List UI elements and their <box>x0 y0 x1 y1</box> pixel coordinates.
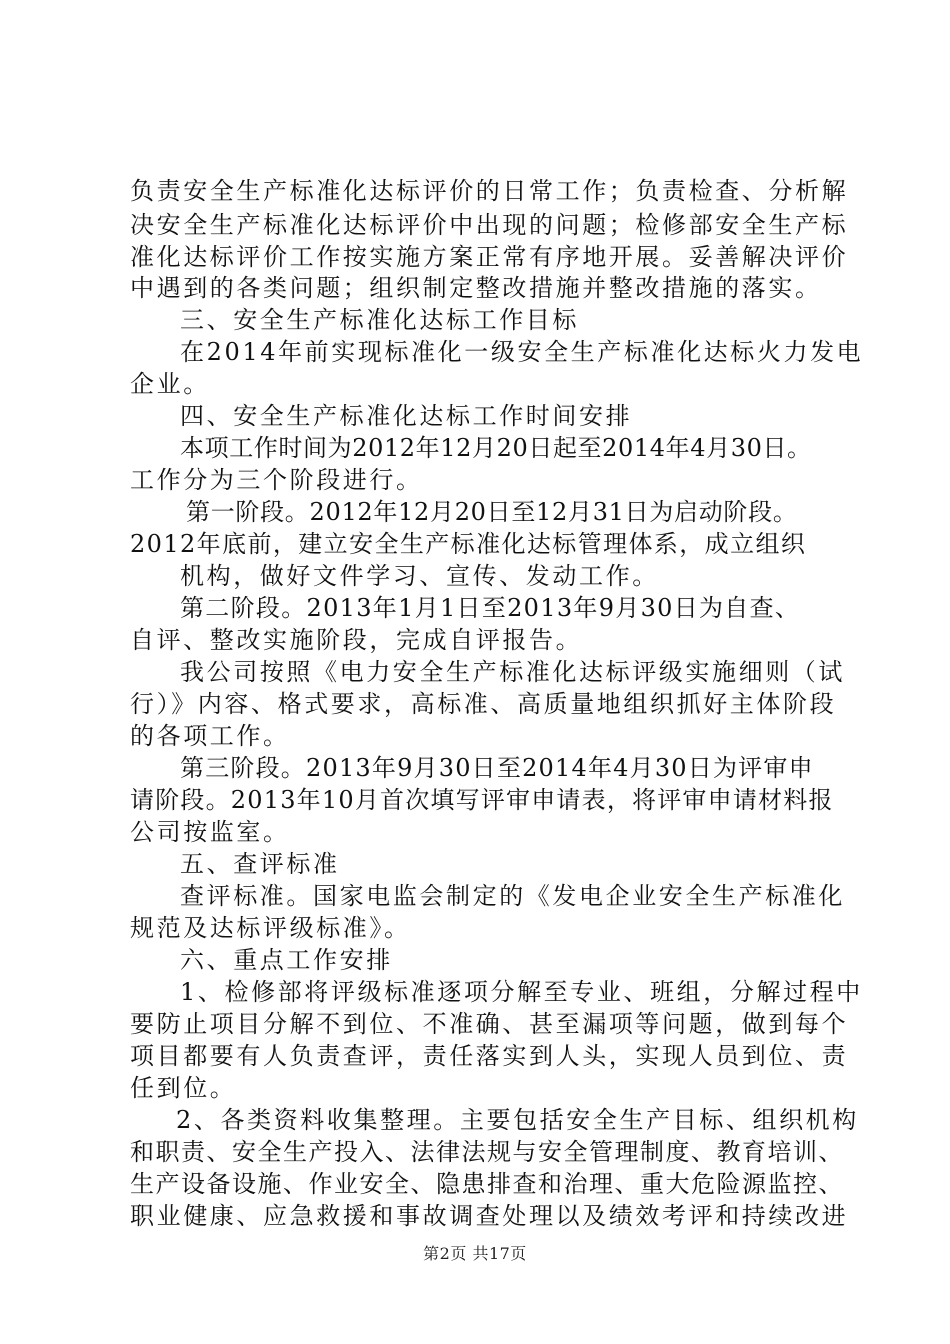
text-line: 生产设备设施、作业安全、隐患排查和治理、重大危险源监控、 <box>130 1170 844 1198</box>
text-line: 中遇到的各类问题；组织制定整改措施并整改措施的落实。 <box>130 274 822 302</box>
page-footer: 第2页 共17页 <box>423 1244 527 1263</box>
section-heading: 五、查评标准 <box>180 850 340 878</box>
text-line: 工作分为三个阶段进行。 <box>130 466 423 494</box>
text-line: 和职责、安全生产投入、法律法规与安全管理制度、教育培训、 <box>130 1138 844 1166</box>
text-line: 负责安全生产标准化达标评价的日常工作；负责检查、分析解 <box>130 177 849 205</box>
text-line: 公司按监室。 <box>130 818 290 846</box>
text-line: 的各项工作。 <box>130 722 290 750</box>
text-line: 规范及达标评级标准》。 <box>130 914 411 942</box>
text-line: 决安全生产标准化达标评价中出现的问题；检修部安全生产标 <box>130 211 849 239</box>
text-line: 企业。 <box>130 370 210 398</box>
text-line: 任到位。 <box>130 1074 237 1102</box>
text-line: 职业健康、应急救援和事故调查处理以及绩效考评和持续改进 <box>130 1202 849 1230</box>
text-line: 准化达标评价工作按实施方案正常有序地开展。妥善解决评价 <box>130 243 849 271</box>
text-line: 项目都要有人负责查评，责任落实到人头，实现人员到位、责 <box>130 1042 849 1070</box>
text-line: 查评标准。国家电监会制定的《发电企业安全生产标准化 <box>180 882 845 910</box>
text-line: 我公司按照《电力安全生产标准化达标评级实施细则（试 <box>180 658 845 686</box>
text-line: 请阶段。2013年10月首次填写评审申请表，将评审申请材料报 <box>130 786 834 814</box>
text-line: 第一阶段。2012年12月20日至12月31日为启动阶段。 <box>186 498 798 526</box>
text-line: 在2014年前实现标准化一级安全生产标准化达标火力发电 <box>180 338 864 366</box>
section-heading: 六、重点工作安排 <box>180 946 393 974</box>
section-heading: 三、安全生产标准化达标工作目标 <box>180 306 579 334</box>
text-line: 自评、整改实施阶段，完成自评报告。 <box>130 626 583 654</box>
text-line: 要防止项目分解不到位、不准确、甚至漏项等问题，做到每个 <box>130 1010 849 1038</box>
text-line: 第三阶段。2013年9月30日至2014年4月30日为评审申 <box>180 754 814 782</box>
text-line: 2012年底前，建立安全生产标准化达标管理体系，成立组织 <box>130 530 807 558</box>
text-line: 行）》内容、格式要求，高标准、高质量地组织抓好主体阶段 <box>130 690 837 718</box>
text-line: 第二阶段。2013年1月1日至2013年9月30日为自查、 <box>180 594 801 622</box>
section-heading: 四、安全生产标准化达标工作时间安排 <box>180 402 633 430</box>
text-line: 本项工作时间为2012年12月20日起至2014年4月30日。 <box>180 434 812 462</box>
text-line: 机构，做好文件学习、宣传、发动工作。 <box>180 562 659 590</box>
text-line: 2、各类资料收集整理。主要包括安全生产目标、组织机构 <box>176 1106 859 1134</box>
text-line: 1、检修部将评级标准逐项分解至专业、班组，分解过程中 <box>180 978 863 1006</box>
